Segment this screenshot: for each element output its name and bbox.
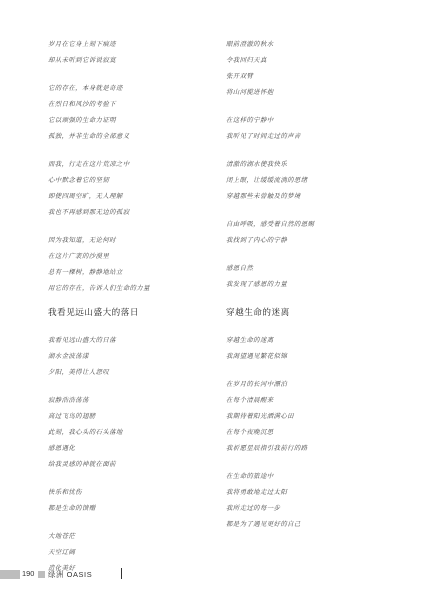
- poem-line: 穿越那些未曾触及的梦境: [226, 192, 301, 200]
- poem-title: 我看见远山盛大的落日: [48, 308, 139, 318]
- poem-line: 寂静浩浩荡荡: [48, 396, 89, 404]
- poem-line: 令我回归天真: [226, 56, 267, 64]
- poem-line: 夕阳，美得让人怨叹: [48, 368, 110, 376]
- poem-line: 将山河揽进怀抱: [226, 88, 274, 96]
- poem-line: 此刻，我心头的石头落地: [48, 428, 123, 436]
- poem-line: 闭上眼，让缓缓流淌的思绪: [226, 176, 308, 184]
- poem-line: 在生命的旅途中: [226, 472, 274, 480]
- poem-line: 我也不再感到那无边的孤寂: [48, 208, 130, 216]
- poem-line: 它以顽强的生命力证明: [48, 116, 116, 124]
- poem-line: 在每个夜晚沉思: [226, 428, 274, 436]
- poem-line: 我渴望遇见繁花似锦: [226, 352, 288, 360]
- poem-line: 却从未听到它诉说寂寞: [48, 56, 116, 64]
- poem-line: 穿越生命的迷离: [226, 336, 274, 344]
- poem-line: 自由呼吸，感受着自然的恩赐: [226, 220, 315, 228]
- poem-line: 湖水金波荡漾: [48, 352, 89, 360]
- poem-line: 张开双臂: [226, 72, 254, 80]
- poem-line: 总有一棵树，静静地站立: [48, 268, 123, 276]
- poem-line: 我期待着阳光洒满心田: [226, 412, 294, 420]
- poem-line: 而我，行走在这片荒凉之中: [48, 160, 130, 168]
- footer-square: [38, 571, 45, 578]
- poem-line: 我听见了时间走过的声音: [226, 132, 301, 140]
- poem-line: 都是为了遇见更好的自己: [226, 520, 301, 528]
- poem-line: 快乐和忧伤: [48, 488, 82, 496]
- poem-line: 因为我知道，无论何时: [48, 236, 116, 244]
- poem-line: 眼前澄澈的秋水: [226, 40, 274, 48]
- poem-title: 穿越生命的迷离: [226, 308, 290, 318]
- poem-line: 我所走过的每一步: [226, 504, 281, 512]
- poem-line: 岁月在它身上刻下痕迹: [48, 40, 116, 48]
- poem-line: 都是生命的馈赠: [48, 504, 96, 512]
- poem-line: 我将勇敢地走过太阳: [226, 488, 288, 496]
- poem-line: 用它的存在，告诉人们生命的力量: [48, 284, 150, 292]
- poem-line: 我祈愿星辰指引我前行的路: [226, 444, 308, 452]
- poem-line: 我发现了感恩的力量: [226, 280, 288, 288]
- poem-line: 它的存在，本身就是奇迹: [48, 84, 123, 92]
- poem-line: 在烈日和风沙的考验下: [48, 100, 116, 108]
- poem-line: 给我灵感的神就在面前: [48, 460, 116, 468]
- poem-line: 在这样的宁静中: [226, 116, 274, 124]
- poem-line: 我看见远山盛大的日落: [48, 336, 116, 344]
- poem-line: 清澈的湖水使我快乐: [226, 160, 288, 168]
- poem-line: 造化美好: [48, 564, 76, 572]
- poem-line: 我找到了内心的宁静: [226, 236, 288, 244]
- poem-line: 在岁月的长河中漂泊: [226, 380, 288, 388]
- poem-line: 感恩遇化: [48, 444, 76, 452]
- footer-divider: [121, 568, 122, 579]
- poem-line: 孤独，并非生命的全部意义: [48, 132, 130, 140]
- poem-line: 在这片广袤的沙漠里: [48, 252, 110, 260]
- page-number: 190: [22, 569, 35, 578]
- poem-line: 即使四周空旷，无人理解: [48, 192, 123, 200]
- footer-brand: 绿洲 OASIS: [48, 570, 93, 579]
- poem-line: 天空辽阔: [48, 548, 76, 556]
- footer-bar: [0, 570, 20, 579]
- poem-line: 感恩自然: [226, 264, 254, 272]
- poem-line: 大地苍茫: [48, 532, 76, 540]
- poem-line: 心中默念着它的坚韧: [48, 176, 110, 184]
- poem-line: 在每个清晨醒来: [226, 396, 274, 404]
- poem-line: 高过飞鸟的翅膀: [48, 412, 96, 420]
